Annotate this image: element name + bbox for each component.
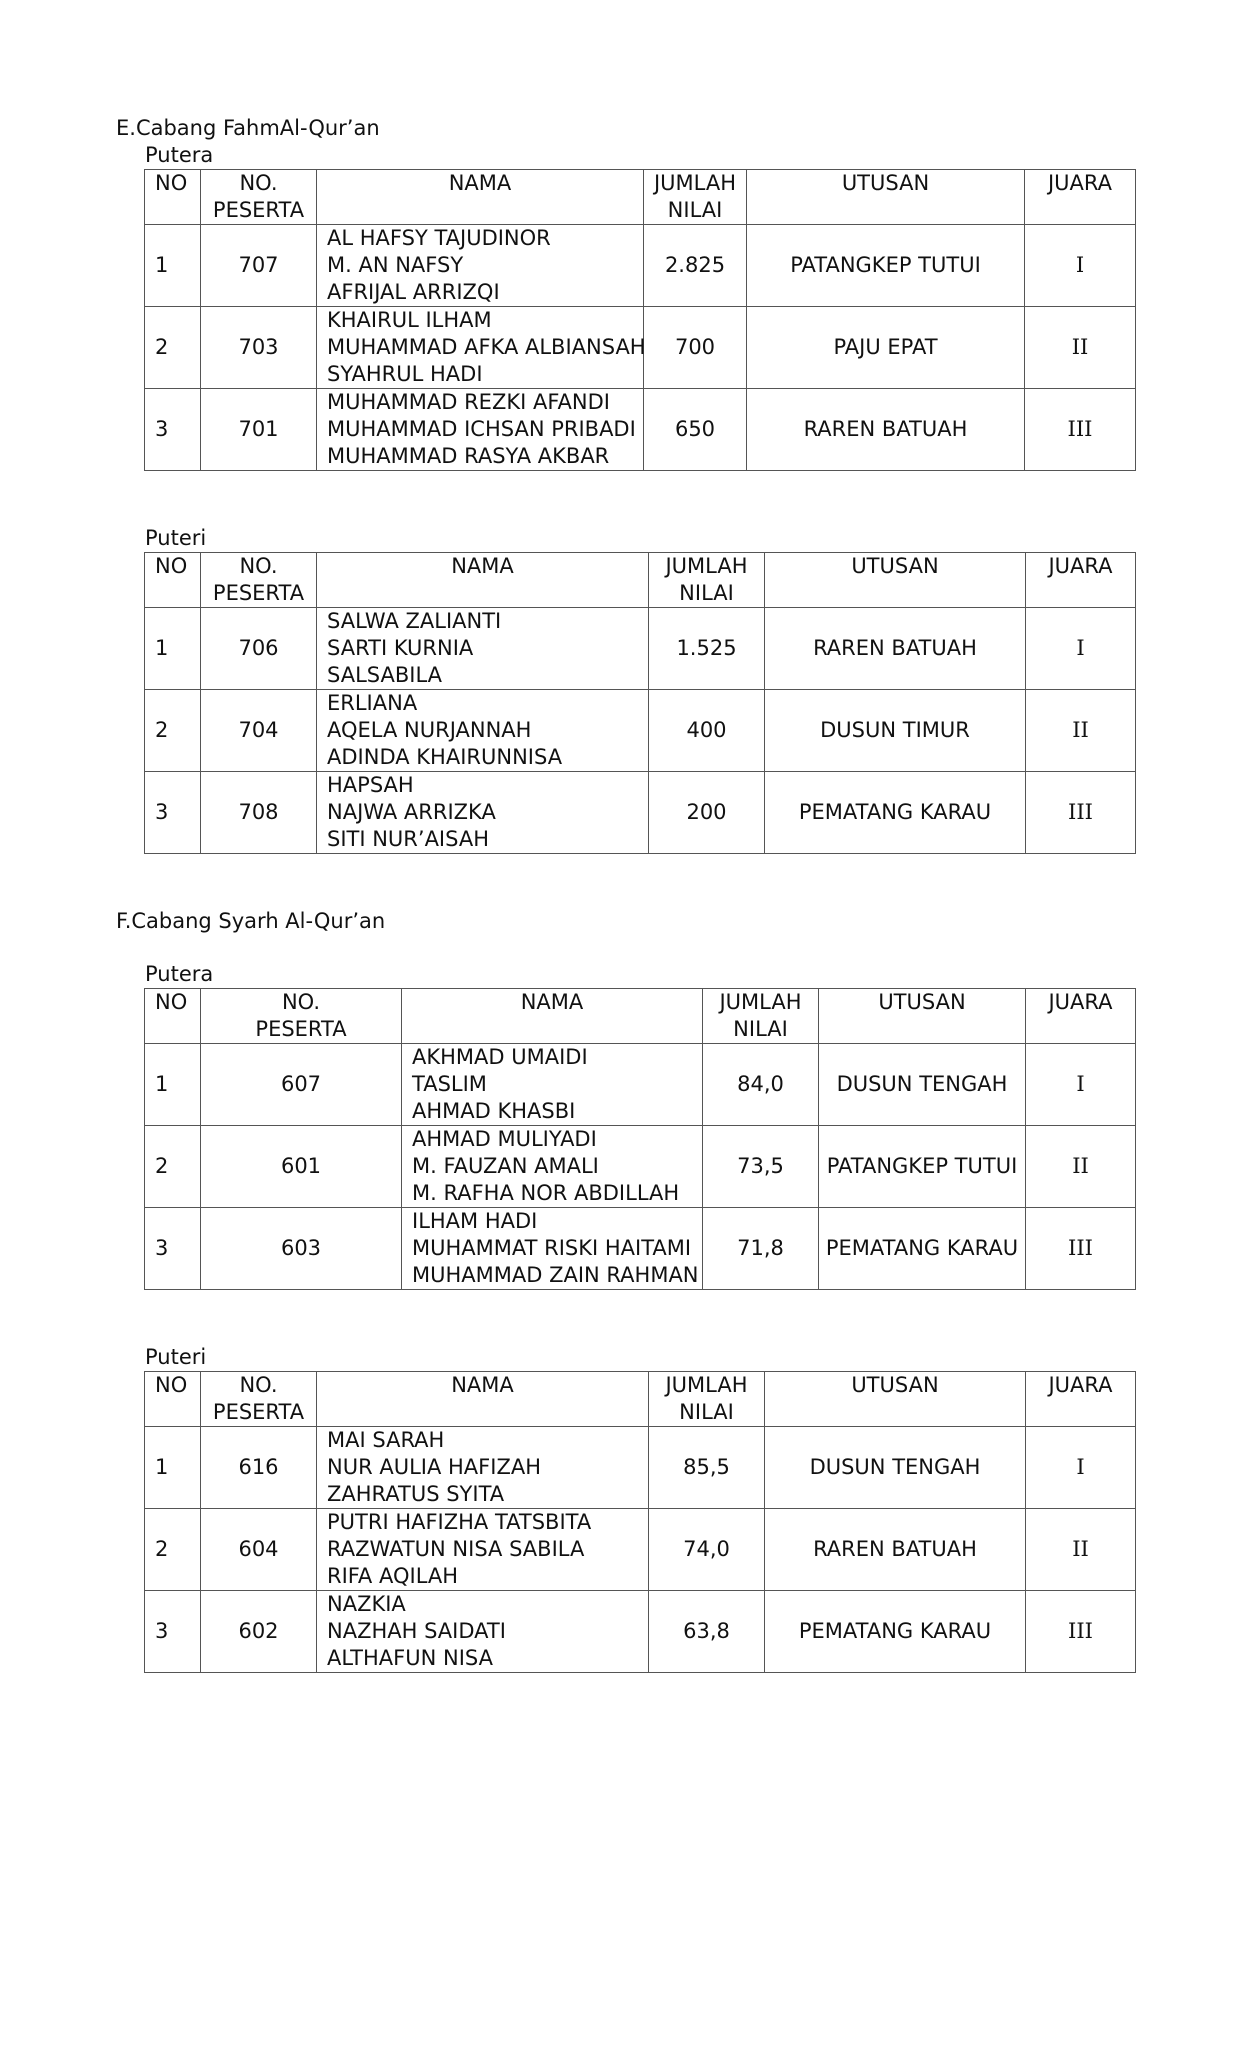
cell-nama <box>317 1509 649 1591</box>
participant-name: AL HAFSY TAJUDINOR <box>327 226 551 250</box>
header-nama: NAMA <box>402 989 703 1044</box>
participant-name: MAI SARAH <box>327 1428 445 1452</box>
table-row <box>145 1591 1136 1673</box>
results-table-fahm-putera <box>144 169 1136 471</box>
cell-jumlah-nilai: 2.825 <box>644 225 747 307</box>
header-no-peserta-line: NO. <box>281 990 321 1014</box>
cell-utusan: PEMATANG KARAU <box>765 772 1026 854</box>
cell-jumlah-nilai: 73,5 <box>703 1126 819 1208</box>
cell-no: 3 <box>145 772 201 854</box>
table-row <box>145 772 1136 854</box>
cell-nama <box>317 307 644 389</box>
header-jumlah-nilai-line: JUMLAH <box>665 554 748 578</box>
cell-juara: I <box>1026 1427 1136 1509</box>
participant-name: MUHAMMAD ICHSAN PRIBADI <box>327 417 636 441</box>
group-label-syarh-puteri: Puteri <box>145 1345 207 1369</box>
cell-jumlah-nilai: 650 <box>644 389 747 471</box>
table-row <box>145 690 1136 772</box>
header-utusan: UTUSAN <box>765 1372 1026 1427</box>
table-row <box>145 1427 1136 1509</box>
cell-nama <box>317 225 644 307</box>
participant-name: MUHAMMAD AFKA ALBIANSAH <box>327 335 646 359</box>
cell-juara: III <box>1026 772 1136 854</box>
header-utusan: UTUSAN <box>765 553 1026 608</box>
header-juara: JUARA <box>1026 553 1136 608</box>
participant-name: MUHAMMAD REZKI AFANDI <box>327 390 610 414</box>
cell-nama <box>402 1044 703 1126</box>
results-table-syarh-putera <box>144 988 1136 1290</box>
header-no: NO <box>145 989 201 1044</box>
cell-nama <box>317 1591 649 1673</box>
cell-no: 2 <box>145 1509 201 1591</box>
cell-no: 1 <box>145 1427 201 1509</box>
header-no-peserta-line: PESERTA <box>255 1017 347 1041</box>
cell-utusan: RAREN BATUAH <box>747 389 1025 471</box>
cell-jumlah-nilai: 400 <box>649 690 765 772</box>
participant-name: MUHAMMAD RASYA AKBAR <box>327 444 610 468</box>
header-jumlah-nilai <box>703 989 819 1044</box>
header-jumlah-nilai-line: JUMLAH <box>665 1373 748 1397</box>
cell-juara: I <box>1026 1044 1136 1126</box>
participant-name: RAZWATUN NISA SABILA <box>327 1537 585 1561</box>
participant-name: ALTHAFUN NISA <box>327 1646 493 1670</box>
cell-no: 1 <box>145 225 201 307</box>
cell-no: 1 <box>145 1044 201 1126</box>
cell-jumlah-nilai: 71,8 <box>703 1208 819 1290</box>
cell-utusan: PATANGKEP TUTUI <box>819 1126 1026 1208</box>
cell-juara: II <box>1026 1509 1136 1591</box>
cell-juara: II <box>1025 307 1136 389</box>
cell-utusan: PEMATANG KARAU <box>819 1208 1026 1290</box>
cell-jumlah-nilai: 85,5 <box>649 1427 765 1509</box>
cell-no: 2 <box>145 1126 201 1208</box>
participant-name: HAPSAH <box>327 773 414 797</box>
cell-jumlah-nilai: 63,8 <box>649 1591 765 1673</box>
results-table-fahm-puteri <box>144 552 1136 854</box>
cell-jumlah-nilai: 84,0 <box>703 1044 819 1126</box>
participant-name: M. FAUZAN AMALI <box>412 1154 599 1178</box>
cell-no: 3 <box>145 389 201 471</box>
participant-name: SALWA ZALIANTI <box>327 609 502 633</box>
header-jumlah-nilai-line: NILAI <box>679 1400 734 1424</box>
participant-name: SITI NUR’AISAH <box>327 827 490 851</box>
header-no-peserta-line: PESERTA <box>212 198 305 222</box>
cell-utusan: DUSUN TENGAH <box>765 1427 1026 1509</box>
cell-no: 2 <box>145 307 201 389</box>
cell-no: 3 <box>145 1591 201 1673</box>
participant-name: KHAIRUL ILHAM <box>327 308 492 332</box>
cell-utusan: RAREN BATUAH <box>765 1509 1026 1591</box>
table-row <box>145 307 1136 389</box>
table-row <box>145 389 1136 471</box>
header-juara: JUARA <box>1026 989 1136 1044</box>
cell-juara: I <box>1026 608 1136 690</box>
header-nama: NAMA <box>317 170 644 225</box>
cell-no-peserta: 616 <box>201 1427 317 1509</box>
cell-nama <box>317 772 649 854</box>
table-row <box>145 1044 1136 1126</box>
cell-no: 3 <box>145 1208 201 1290</box>
cell-nama <box>317 690 649 772</box>
header-no-peserta <box>201 989 402 1044</box>
cell-nama <box>402 1126 703 1208</box>
participant-name: M. AN NAFSY <box>327 253 464 277</box>
cell-no: 2 <box>145 690 201 772</box>
participant-name: NUR AULIA HAFIZAH <box>327 1455 541 1479</box>
cell-nama <box>317 389 644 471</box>
header-jumlah-nilai <box>644 170 747 225</box>
participant-name: AQELA NURJANNAH <box>327 718 532 742</box>
header-no-peserta-line: NO. <box>239 171 278 195</box>
participant-name: AHMAD KHASBI <box>412 1099 576 1123</box>
table-row <box>145 1126 1136 1208</box>
cell-nama <box>402 1208 703 1290</box>
cell-utusan: PEMATANG KARAU <box>765 1591 1026 1673</box>
cell-no-peserta: 706 <box>201 608 317 690</box>
header-no-peserta-line: NO. <box>239 1373 278 1397</box>
header-row <box>145 553 1136 608</box>
cell-utusan: PAJU EPAT <box>747 307 1025 389</box>
participant-name: AHMAD MULIYADI <box>412 1127 597 1151</box>
table-row <box>145 225 1136 307</box>
cell-no-peserta: 707 <box>201 225 317 307</box>
group-label-fahm-putera: Putera <box>145 143 214 167</box>
participant-name: AFRIJAL ARRIZQI <box>327 280 500 304</box>
participant-name: NAJWA ARRIZKA <box>327 800 496 824</box>
participant-name: ZAHRATUS SYITA <box>327 1482 505 1506</box>
cell-no-peserta: 604 <box>201 1509 317 1591</box>
header-jumlah-nilai-line: JUMLAH <box>719 990 802 1014</box>
table-row <box>145 608 1136 690</box>
participant-name: M. RAFHA NOR ABDILLAH <box>412 1181 680 1205</box>
header-utusan: UTUSAN <box>819 989 1026 1044</box>
cell-nama <box>317 1427 649 1509</box>
cell-jumlah-nilai: 200 <box>649 772 765 854</box>
cell-no-peserta: 708 <box>201 772 317 854</box>
section-title-fahm: E.Cabang FahmAl-Qur’an <box>116 116 380 140</box>
cell-no-peserta: 602 <box>201 1591 317 1673</box>
table-row <box>145 1208 1136 1290</box>
header-no: NO <box>145 170 201 225</box>
participant-name: AKHMAD UMAIDI <box>412 1045 588 1069</box>
table-row <box>145 1509 1136 1591</box>
cell-no-peserta: 607 <box>201 1044 402 1126</box>
header-no-peserta <box>201 1372 317 1427</box>
header-juara: JUARA <box>1026 1372 1136 1427</box>
cell-jumlah-nilai: 74,0 <box>649 1509 765 1591</box>
cell-no-peserta: 603 <box>201 1208 402 1290</box>
participant-name: NAZHAH SAIDATI <box>327 1619 506 1643</box>
participant-name: MUHAMMAD ZAIN RAHMAN <box>412 1263 699 1287</box>
participant-name: ERLIANA <box>327 691 418 715</box>
participant-name: SARTI KURNIA <box>327 636 474 660</box>
cell-no-peserta: 703 <box>201 307 317 389</box>
cell-no-peserta: 601 <box>201 1126 402 1208</box>
results-table-syarh-puteri <box>144 1371 1136 1673</box>
cell-juara: II <box>1026 1126 1136 1208</box>
group-label-fahm-puteri: Puteri <box>145 526 207 550</box>
cell-juara: II <box>1026 690 1136 772</box>
cell-juara: III <box>1026 1208 1136 1290</box>
cell-utusan: DUSUN TENGAH <box>819 1044 1026 1126</box>
participant-name: RIFA AQILAH <box>327 1564 459 1588</box>
header-row <box>145 170 1136 225</box>
participant-name: MUHAMMAT RISKI HAITAMI <box>412 1236 692 1260</box>
participant-name: ILHAM HADI <box>412 1209 538 1233</box>
group-label-syarh-putera: Putera <box>145 962 214 986</box>
header-juara: JUARA <box>1025 170 1136 225</box>
cell-utusan: DUSUN TIMUR <box>765 690 1026 772</box>
header-row <box>145 1372 1136 1427</box>
header-nama: NAMA <box>317 1372 649 1427</box>
cell-no-peserta: 704 <box>201 690 317 772</box>
header-row <box>145 989 1136 1044</box>
participant-name: PUTRI HAFIZHA TATSBITA <box>327 1510 592 1534</box>
section-title-syarh: F.Cabang Syarh Al-Qur’an <box>116 909 386 933</box>
participant-name: NAZKIA <box>327 1592 406 1616</box>
header-jumlah-nilai <box>649 1372 765 1427</box>
cell-utusan: PATANGKEP TUTUI <box>747 225 1025 307</box>
cell-nama <box>317 608 649 690</box>
header-jumlah-nilai-line: NILAI <box>733 1017 788 1041</box>
participant-name: SALSABILA <box>327 663 443 687</box>
cell-no-peserta: 701 <box>201 389 317 471</box>
cell-jumlah-nilai: 700 <box>644 307 747 389</box>
header-jumlah-nilai-line: NILAI <box>667 198 723 222</box>
cell-juara: III <box>1025 389 1136 471</box>
cell-juara: III <box>1026 1591 1136 1673</box>
header-jumlah-nilai-line: JUMLAH <box>653 171 737 195</box>
cell-juara: I <box>1025 225 1136 307</box>
participant-name: ADINDA KHAIRUNNISA <box>327 745 563 769</box>
header-nama: NAMA <box>317 553 649 608</box>
header-no-peserta-line: PESERTA <box>212 1400 305 1424</box>
header-no: NO <box>145 553 201 608</box>
header-no-peserta-line: NO. <box>239 554 278 578</box>
participant-name: SYAHRUL HADI <box>327 362 483 386</box>
header-jumlah-nilai <box>649 553 765 608</box>
cell-utusan: RAREN BATUAH <box>765 608 1026 690</box>
header-jumlah-nilai-line: NILAI <box>679 581 734 605</box>
header-utusan: UTUSAN <box>747 170 1025 225</box>
header-no-peserta <box>201 553 317 608</box>
cell-no: 1 <box>145 608 201 690</box>
header-no-peserta-line: PESERTA <box>212 581 305 605</box>
cell-jumlah-nilai: 1.525 <box>649 608 765 690</box>
header-no-peserta <box>201 170 317 225</box>
header-no: NO <box>145 1372 201 1427</box>
participant-name: TASLIM <box>412 1072 487 1096</box>
